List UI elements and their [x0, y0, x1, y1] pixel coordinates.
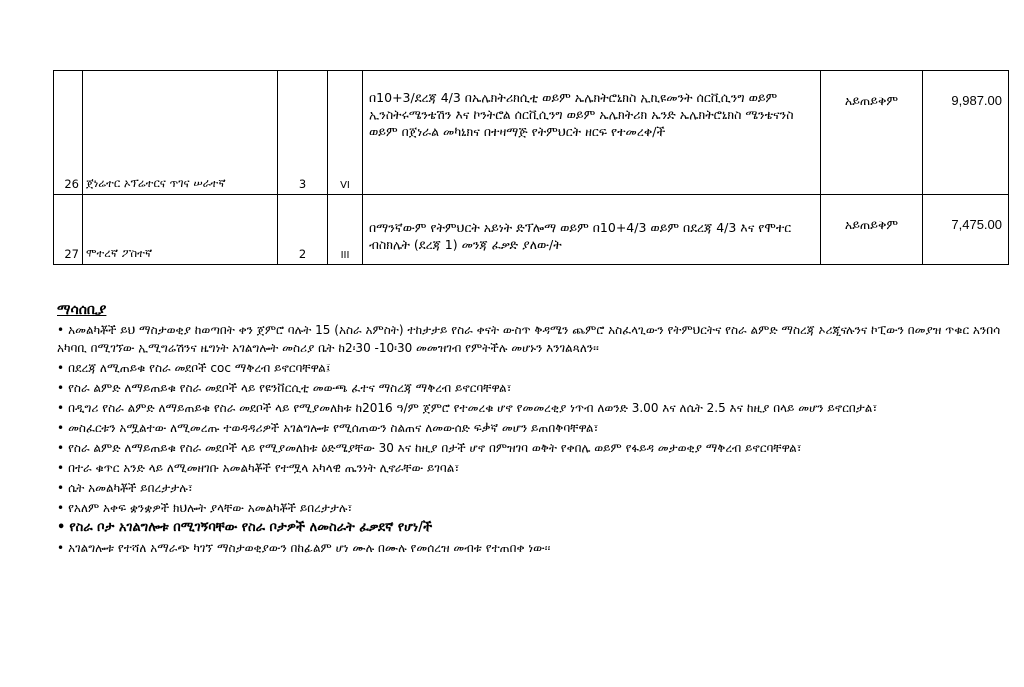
experience-requirement: አይጠይቅም — [821, 71, 923, 195]
bullet: • — [57, 401, 65, 415]
bullet: • — [57, 421, 65, 435]
job-grade: VI — [328, 71, 363, 195]
note-text: በደረጃ ለሚጠይቁ የስራ መደቦች coc ማቅረብ ይኖርባቸዋል፤ — [68, 361, 331, 375]
note-item — [57, 379, 1007, 397]
vacancy-count: 2 — [278, 195, 328, 265]
bullet: • — [57, 441, 65, 455]
note-item — [57, 459, 1007, 477]
note-text: በዲግሪ የስራ ልምድ ለማይጠይቁ የስራ መደቦች ላይ የሚያመለክቱ ከ2016 ዓ/ም ጀምሮ የተመረቁ ሆኖ የመመረቂያ ነጥብ ለወንድ 3.00 እና ለሴት 2.5 እና ከዚያ በላይ መሆን ይኖርበታል፣ — [68, 401, 878, 415]
note-text: በተራ ቁጥር አንድ ላይ ለሚመዘገቡ አመልካቾች የተሟላ አካላዊ ጤንነት ሊኖራቸው ይገባል፣ — [68, 461, 460, 475]
education-requirement: በማንኛውም የትምህርት አይነት ድፕሎማ ወይም በ10+4/3 ወይም በደረጃ 4/3 እና የሞተር ብስክሌት (ደረጃ 1) መንጃ ፈቃድ ያለው/ት — [363, 195, 821, 265]
bullet: • — [57, 381, 65, 395]
job-vacancy-table — [53, 70, 1009, 265]
note-text: የአለም አቀፍ ቋንቋዎች ክህሎት ያላቸው አመልካቾች ይበረታታሉ፣ — [68, 501, 353, 515]
vacancy-count: 3 — [278, 71, 328, 195]
note-item — [57, 499, 1007, 517]
note-item — [57, 519, 1007, 537]
note-text: ሴት አመልካቾች ይበረታታሉ፣ — [68, 481, 193, 495]
bullet: • — [57, 481, 65, 495]
notes-section — [57, 301, 1007, 559]
experience-requirement: አይጠይቅም — [821, 195, 923, 265]
row-number: 27 — [54, 195, 83, 265]
note-text: መስፈርቱን አሟልተው ለሚመረጡ ተወዳዳሪዎች አገልግሎቱ የሚሰጠውን ስልጠና ለመውሰድ ፍቃኛ መሆን ይጠበቅባቸዋል፣ — [68, 421, 599, 435]
job-title: ጀነሬተር ኦፕሬተርና ጥገና ሠራተኛ — [83, 71, 278, 195]
bullet: • — [57, 541, 65, 555]
notes-title: ማሳሰቢያ — [57, 302, 107, 318]
row-number: 26 — [54, 71, 83, 195]
note-text: የስራ ቦታ አገልግሎቱ በሚገኝባቸው የስራ ቦታዎች ለመስራት ፈቃደኛ የሆነ/ች — [69, 520, 433, 535]
bullet: • — [57, 461, 65, 475]
bullet: • — [57, 520, 66, 535]
note-item — [57, 479, 1007, 497]
job-title: ሞተረኛ ፖስተኛ — [83, 195, 278, 265]
note-item — [57, 359, 1007, 377]
note-text: አመልካቾች ይህ ማስታወቂያ ከወጣበት ቀን ጀምሮ ባሉት 15 (አስራ አምስት) ተከታታይ የስራ ቀናት ውስጥ ቅዳሜን ጨምሮ አስፈላጊውን የትምህርትና የስራ ልምድ ማስረጃ ኦሪጂናሉንና ኮፒውን በመያዝ ጥቁር አንበሳ አካባቢ በሚገኘው ኢሚግሬሽንና ዜግነት አገልግሎት መስሪያ ቤት ከ2፡30 -10፡30 መመዝገብ የምትችሉ መሆኑን እንገልጻለን፡፡ — [57, 323, 1001, 355]
note-item — [57, 419, 1007, 437]
salary: 9,987.00 — [923, 71, 1009, 195]
note-text: አገልግሎቱ የተሻለ አማራጭ ካገኘ ማስታወቂያውን በከፊልም ሆነ ሙሉ በሙሉ የመሰረዝ መብቱ የተጠበቀ ነው፡፡ — [68, 541, 551, 555]
note-text: የስራ ልምድ ለማይጠይቁ የስራ መደቦች ላይ የዩንቨርሲቲ መውጫ ፈተና ማስረጃ ማቅረብ ይኖርባቸዋል፣ — [68, 381, 512, 395]
note-item — [57, 321, 1007, 357]
bullet: • — [57, 323, 65, 337]
bullet: • — [57, 501, 65, 515]
salary: 7,475.00 — [923, 195, 1009, 265]
table-row — [54, 195, 1009, 265]
table-row — [54, 71, 1009, 195]
note-text: የስራ ልምድ ለማይጠይቁ የስራ መደቦች ላይ የሚያመለክቱ ዕድሜያቸው 30 እና ከዚያ በታች ሆኖ በምዝገባ ወቅት የቀበሌ ወይም የፋይዳ መታወቂያ ማቅረብ ይኖርባቸዋል፣ — [68, 441, 802, 455]
note-item — [57, 439, 1007, 457]
note-item — [57, 539, 1007, 557]
education-requirement: በ10+3/ደረጃ 4/3 በኤሌክትሪክሲቲ ወይም ኤሌክትሮኒክስ ኢኪዩመንት ሰርቪሲንግ ወይም ኢንስትሩሜንቴሽን እና ኮንትሮል ሰርቪሲንግ ወይም ኤሌክትሪክ ኤንድ ኤሌክትሮኒክስ ሜንቴናንስ ወይም በጀነራል መካኒክና በተዛማጅ የትምህርት ዘርፍ የተመረቀ/ች — [363, 71, 821, 195]
job-grade: III — [328, 195, 363, 265]
note-item — [57, 399, 1007, 417]
bullet: • — [57, 361, 65, 375]
